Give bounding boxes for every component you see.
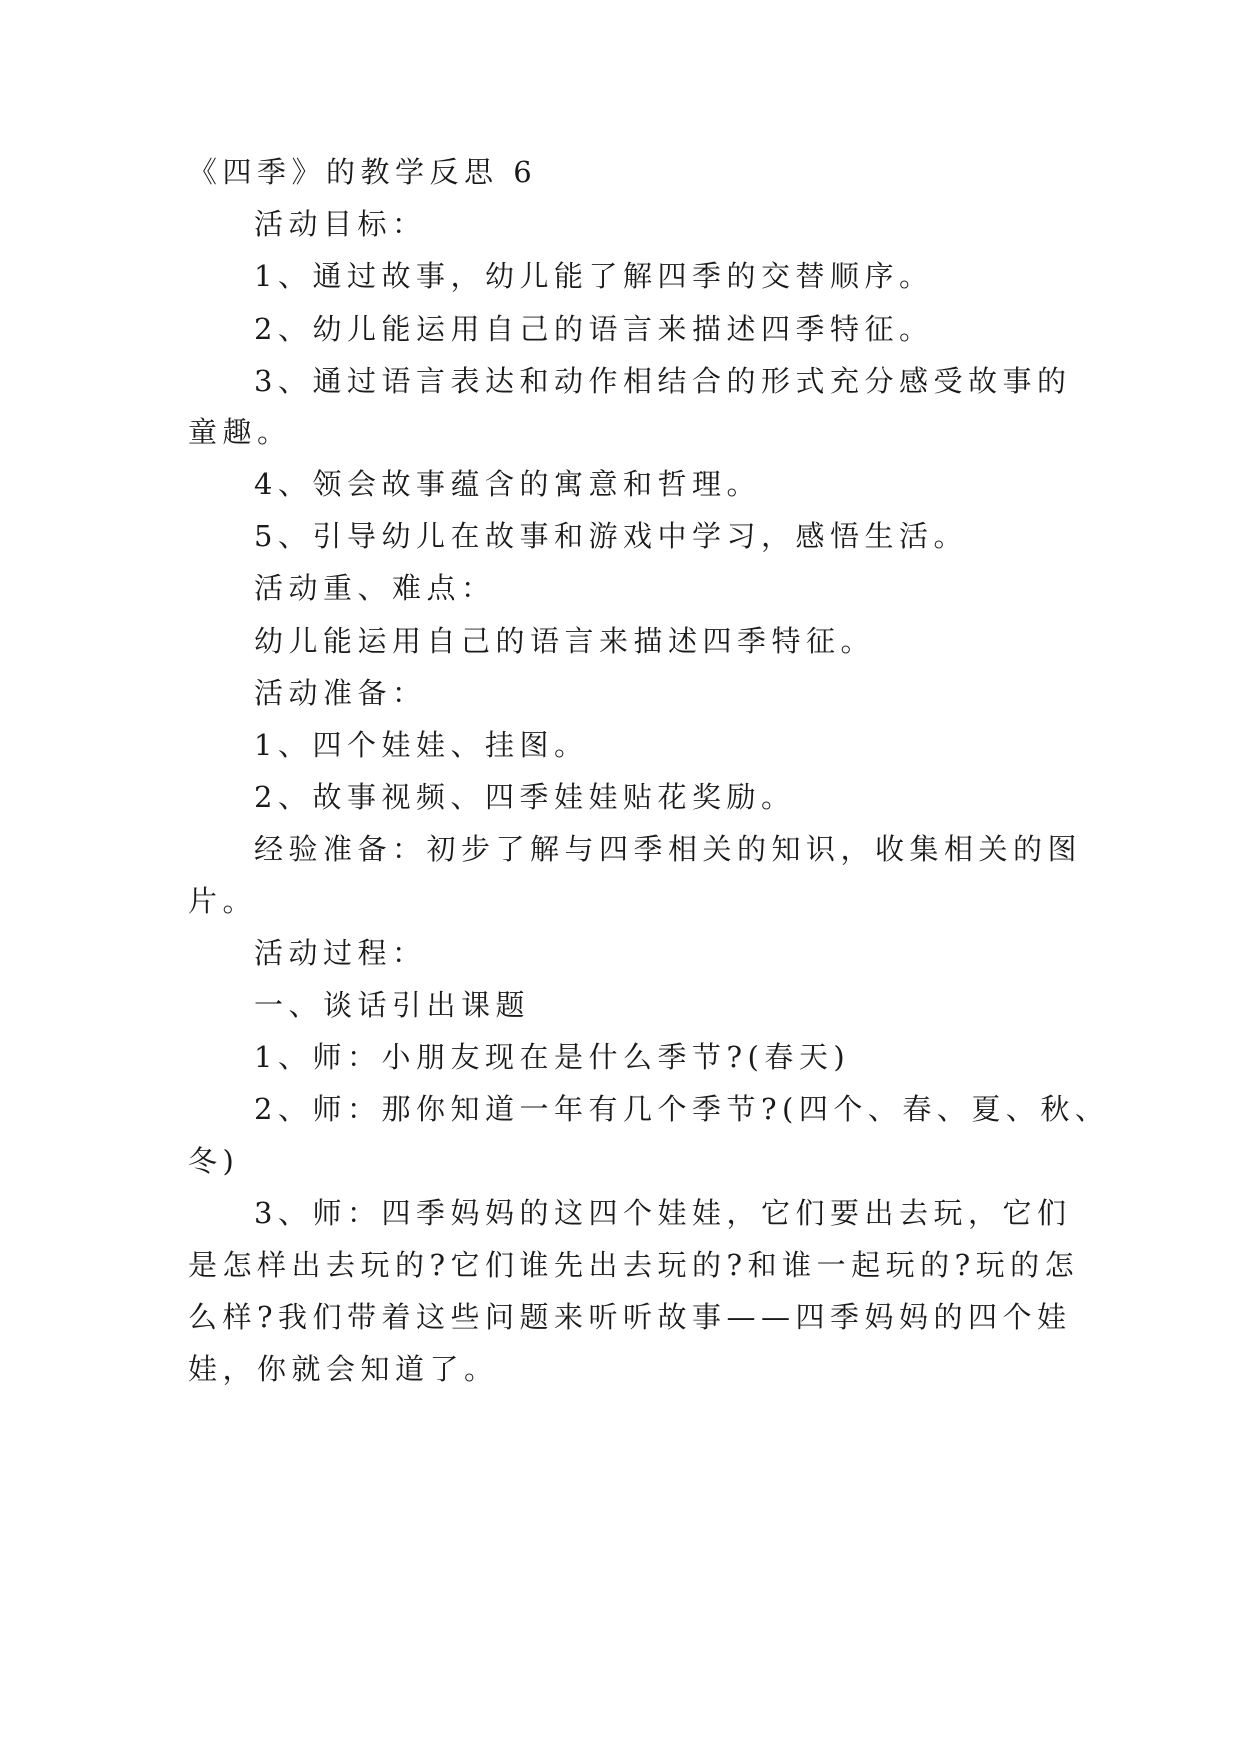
paragraph-line: 1、四个娃娃、挂图。 <box>254 728 589 762</box>
paragraph-line: 1、师：小朋友现在是什么季节?(春天) <box>254 1040 851 1074</box>
paragraph-line: 2、幼儿能运用自己的语言来描述四季特征。 <box>254 312 934 346</box>
paragraph-line: 一、谈话引出课题 <box>254 988 531 1022</box>
paragraph-line: 冬) <box>188 1144 240 1178</box>
paragraph-line: 么样?我们带着这些问题来听听故事——四季妈妈的四个娃 <box>188 1300 1072 1334</box>
document-title: 《四季》的教学反思 6 <box>188 155 538 189</box>
paragraph-line: 2、故事视频、四季娃娃贴花奖励。 <box>254 780 796 814</box>
paragraph-line: 活动重、难点： <box>254 571 496 605</box>
paragraph-line: 是怎样出去玩的?它们谁先出去玩的?和谁一起玩的?玩的怎 <box>188 1248 1080 1282</box>
paragraph-line: 3、通过语言表达和动作相结合的形式充分感受故事的 <box>254 364 1072 398</box>
paragraph-line: 经验准备：初步了解与四季相关的知识，收集相关的图 <box>254 832 1083 866</box>
paragraph-line: 片。 <box>188 884 258 918</box>
paragraph-line: 童趣。 <box>188 415 292 449</box>
paragraph-line: 活动过程： <box>254 936 427 970</box>
paragraph-line: 幼儿能运用自己的语言来描述四季特征。 <box>254 624 876 658</box>
paragraph-line: 活动准备： <box>254 676 427 710</box>
paragraph-line: 5、引导幼儿在故事和游戏中学习，感悟生活。 <box>254 519 968 553</box>
paragraph-line: 1、通过故事，幼儿能了解四季的交替顺序。 <box>254 259 934 293</box>
paragraph-line: 活动目标： <box>254 207 427 241</box>
paragraph-line: 3、师：四季妈妈的这四个娃娃，它们要出去玩，它们 <box>254 1196 1072 1230</box>
paragraph-line: 2、师：那你知道一年有几个季节?(四个、春、夏、秋、 <box>254 1092 1110 1126</box>
paragraph-line: 4、领会故事蕴含的寓意和哲理。 <box>254 467 761 501</box>
paragraph-line: 娃，你就会知道了。 <box>188 1352 499 1386</box>
